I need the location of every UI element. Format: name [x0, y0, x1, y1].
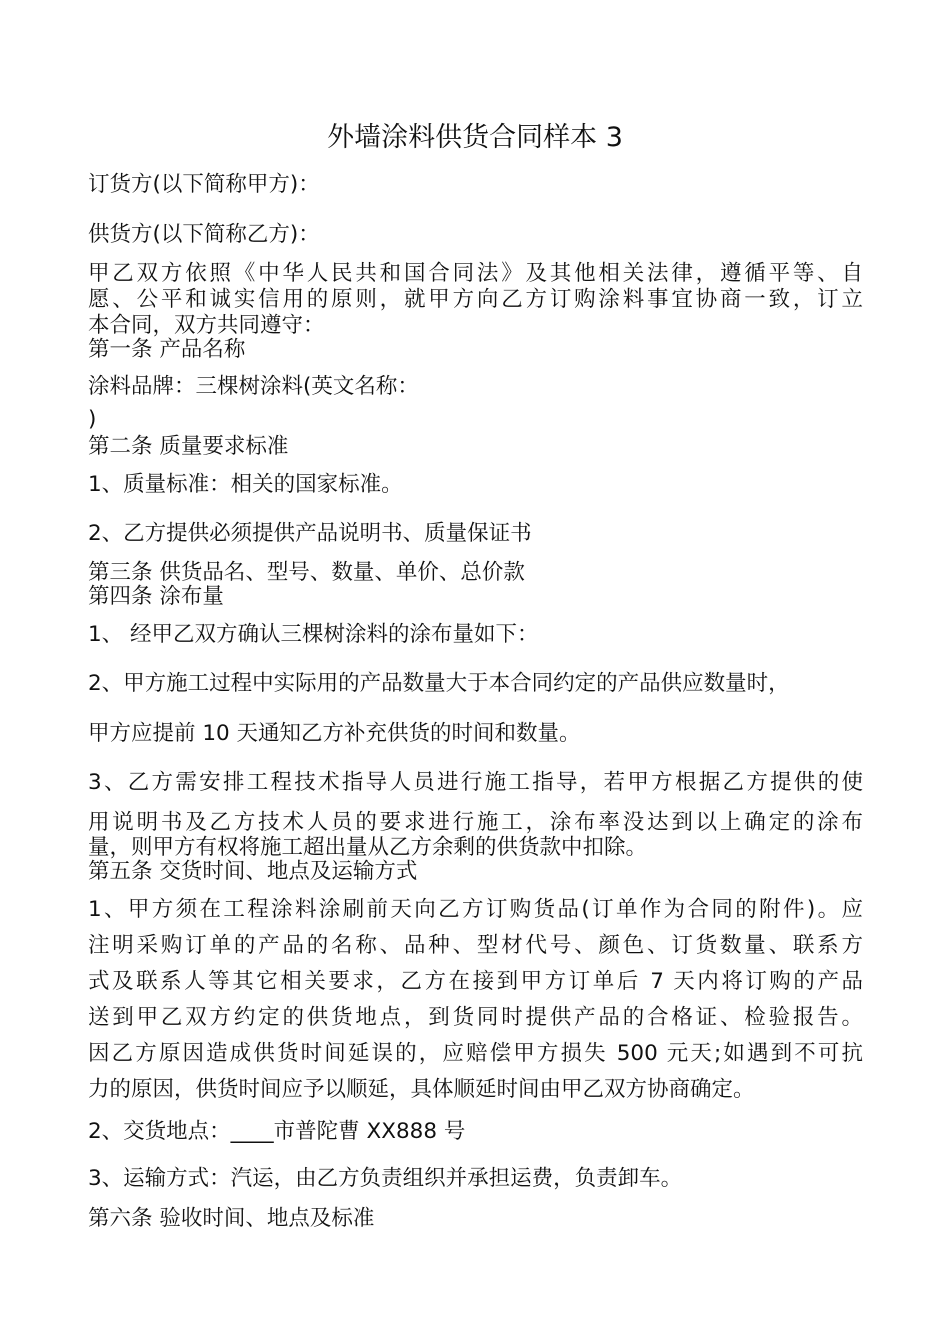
paragraph-line: 甲方应提前 10 天通知乙方补充供货的时间和数量。 — [88, 721, 581, 746]
paragraph-line: 2、乙方提供必须提供产品说明书、质量保证书 — [88, 521, 532, 546]
paragraph-line: 3、运输方式：汽运，由乙方负责组织并承担运费，负责卸车。 — [88, 1166, 683, 1191]
paragraph-line: 力的原因，供货时间应予以顺延，具体顺延时间由甲乙双方协商确定。 — [88, 1077, 755, 1102]
paragraph-line: 本合同，双方共同遵守： — [88, 313, 325, 338]
paragraph-line: 甲乙双方依照《中华人民共和国合同法》及其他相关法律，遵循平等、自 — [88, 261, 863, 286]
paragraph-line: 因乙方原因造成供货时间延误的，应赔偿甲方损失 500 元天;如遇到不可抗 — [88, 1041, 863, 1066]
section-heading: 第五条 交货时间、地点及运输方式 — [88, 859, 418, 884]
section-heading: 第三条 供货品名、型号、数量、单价、总价款 — [88, 560, 525, 585]
paragraph-line: 1、甲方须在工程涂料涂刷前天向乙方订购货品(订单作为合同的附件)。应 — [88, 897, 863, 922]
paragraph-line: ) — [88, 407, 97, 432]
paragraph-line: 供货方(以下简称乙方)： — [88, 222, 320, 247]
paragraph-line: 2、甲方施工过程中实际用的产品数量大于本合同约定的产品供应数量时， — [88, 671, 790, 696]
paragraph-line: 送到甲乙双方约定的供货地点，到货同时提供产品的合格证、检验报告。 — [88, 1005, 863, 1030]
document-title: 外墙涂料供货合同样本 3 — [327, 122, 623, 153]
paragraph-line: 用说明书及乙方技术人员的要求进行施工，涂布率没达到以上确定的涂布 — [88, 810, 863, 835]
paragraph-line: 2、交货地点：____市普陀曹 XX888 号 — [88, 1119, 466, 1144]
paragraph-line: 涂料品牌：三棵树涂料(英文名称： — [88, 374, 419, 399]
section-heading: 第四条 涂布量 — [88, 584, 224, 609]
paragraph-line: 愿、公平和诚实信用的原则，就甲方向乙方订购涂料事宜协商一致，订立 — [88, 287, 863, 312]
section-heading: 第六条 验收时间、地点及标准 — [88, 1206, 375, 1231]
paragraph-line: 1、质量标准：相关的国家标准。 — [88, 472, 403, 497]
paragraph-line: 订货方(以下简称甲方)： — [88, 172, 320, 197]
section-heading: 第一条 产品名称 — [88, 337, 246, 362]
paragraph-line: 3、乙方需安排工程技术指导人员进行施工指导，若甲方根据乙方提供的使 — [88, 770, 863, 795]
paragraph-line: 1、 经甲乙双方确认三棵树涂料的涂布量如下： — [88, 622, 539, 647]
paragraph-line: 式及联系人等其它相关要求，乙方在接到甲方订单后 7 天内将订购的产品 — [88, 969, 863, 994]
paragraph-line: 注明采购订单的产品的名称、品种、型材代号、颜色、订货数量、联系方 — [88, 933, 863, 958]
section-heading: 第二条 质量要求标准 — [88, 434, 289, 459]
paragraph-line: 量，则甲方有权将施工超出量从乙方余剩的供货款中扣除。 — [88, 835, 648, 860]
